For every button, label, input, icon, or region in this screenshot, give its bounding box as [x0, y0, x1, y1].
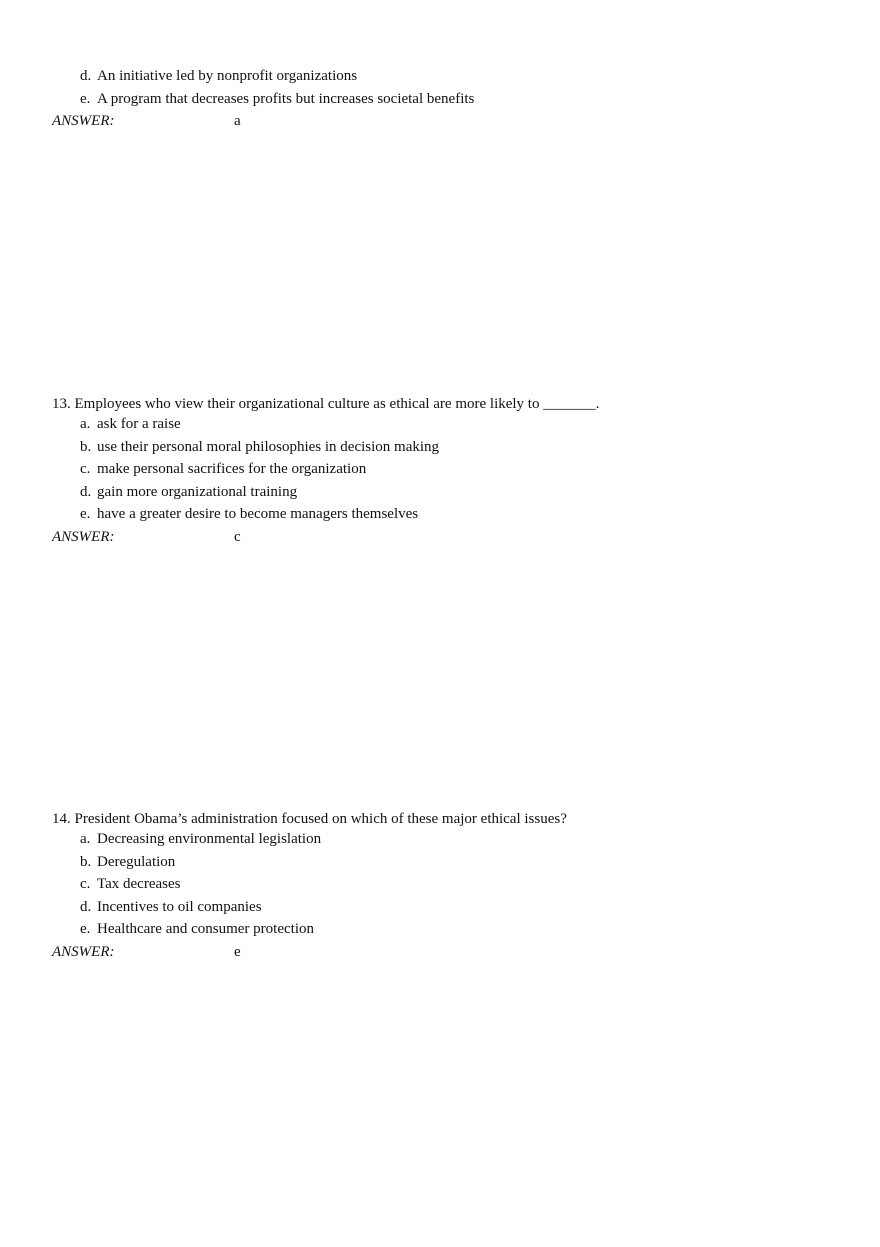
option-d — [0, 896, 880, 919]
option-text: An initiative led by nonprofit organizations — [97, 68, 358, 84]
answer-value: c — [234, 528, 241, 545]
answer-line — [0, 941, 880, 964]
option-letter: c. — [80, 461, 91, 477]
option-text: Incentives to oil companies — [97, 898, 262, 915]
question-stem — [0, 808, 880, 828]
option-letter: d. — [80, 483, 92, 500]
option-letter: b. — [80, 438, 92, 455]
option-letter: c. — [80, 876, 91, 892]
option-letter: b. — [80, 853, 92, 870]
option-letter: d. — [80, 68, 92, 84]
answer-value: a — [234, 113, 241, 129]
option-text: make personal sacrifices for the organization — [97, 461, 367, 477]
option-letter: a. — [80, 416, 91, 432]
option-text: use their personal moral philosophies in decision making — [97, 438, 440, 455]
option-e — [0, 503, 880, 526]
option-letter: e. — [80, 506, 91, 522]
option-c — [0, 458, 880, 481]
option-text: A program that decreases profits but increases societal benefits — [97, 90, 475, 107]
option-text: Decreasing environmental legislation — [97, 831, 322, 847]
option-letter: e. — [80, 90, 91, 107]
option-letter: a. — [80, 831, 91, 847]
option-e — [0, 88, 880, 111]
option-text: ask for a raise — [97, 416, 181, 432]
option-text: gain more organizational training — [97, 483, 298, 500]
option-text: Healthcare and consumer protection — [97, 921, 314, 937]
question-13 — [0, 393, 880, 548]
option-d — [0, 481, 880, 504]
question-stem-text: 13. Employees who view their organizational culture as ethical are more likely to _______. — [52, 396, 600, 412]
option-b — [0, 851, 880, 874]
answer-line — [0, 526, 880, 549]
answer-label: ANSWER: — [52, 528, 115, 545]
option-e — [0, 918, 880, 941]
option-text: Deregulation — [97, 853, 176, 870]
option-letter: d. — [80, 898, 92, 915]
answer-label: ANSWER: — [52, 113, 115, 129]
option-letter: e. — [80, 921, 91, 937]
question-stem — [0, 393, 880, 413]
option-c — [0, 873, 880, 896]
question-stem-text: 14. President Obama’s administration focused on which of these major ethical issues? — [52, 811, 567, 827]
option-d — [0, 65, 880, 88]
option-b — [0, 436, 880, 459]
question-12-continued — [0, 65, 880, 133]
answer-line — [0, 110, 880, 133]
option-a — [0, 413, 880, 436]
option-text: Tax decreases — [97, 876, 181, 892]
answer-label: ANSWER: — [52, 943, 115, 960]
answer-value: e — [234, 943, 241, 960]
question-14 — [0, 808, 880, 963]
option-text: have a greater desire to become managers themselves — [97, 506, 419, 522]
option-a — [0, 828, 880, 851]
